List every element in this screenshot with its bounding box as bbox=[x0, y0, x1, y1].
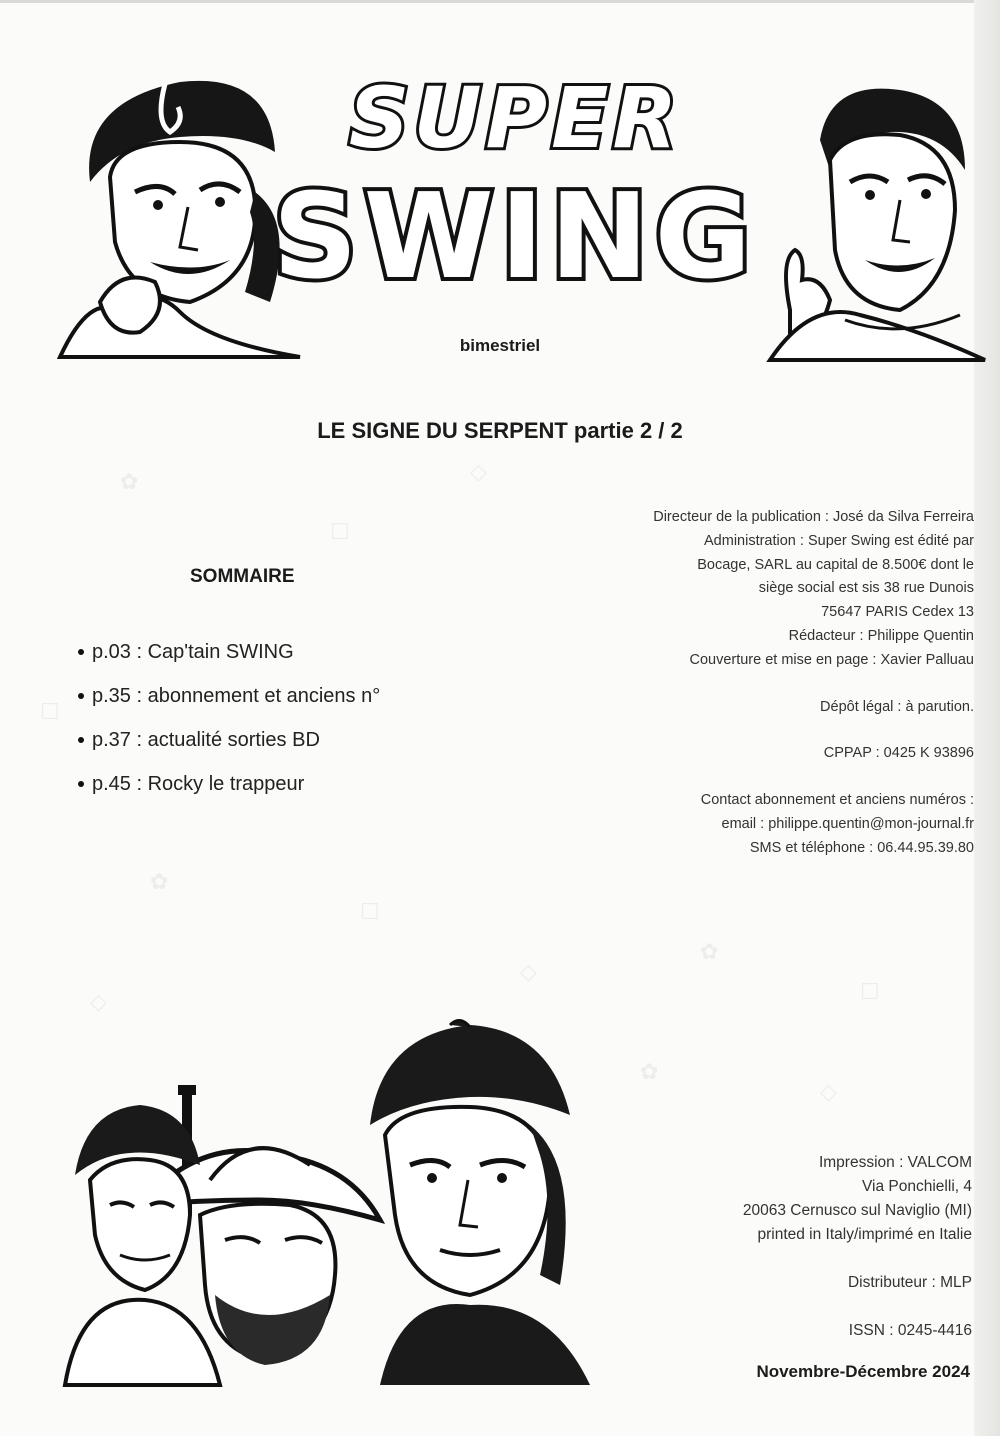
printer-line: Impression : VALCOM bbox=[818, 1154, 972, 1171]
distributor: Distributeur : MLP bbox=[847, 1274, 972, 1291]
legal-deposit: Dépôt légal : à parution. bbox=[820, 698, 974, 715]
masthead-credits bbox=[514, 506, 974, 861]
credit-line: Directeur de la publication : José da Silva Ferreira bbox=[653, 509, 974, 525]
logo-super: SUPER bbox=[348, 69, 682, 167]
swing-character-illustration bbox=[750, 60, 985, 360]
credit-line: 75647 PARIS Cedex 13 bbox=[821, 604, 974, 621]
summary-item-label: p.45 : Rocky le trappeur bbox=[92, 773, 305, 795]
bullet-icon bbox=[78, 649, 84, 655]
summary-item bbox=[78, 770, 380, 814]
page-edge bbox=[0, 0, 1000, 3]
issn: ISSN : 0245-4416 bbox=[848, 1322, 972, 1339]
printing-info bbox=[572, 1151, 972, 1343]
bullet-icon bbox=[78, 737, 84, 743]
summary-item-label: p.03 : Cap'tain SWING bbox=[92, 641, 294, 663]
credit-line: Bocage, SARL au capital de 8.500€ dont le bbox=[697, 556, 974, 573]
printer-line: Via Ponchielli, 4 bbox=[861, 1178, 972, 1195]
cppap-number: CPPAP : 0425 K 93896 bbox=[823, 745, 974, 762]
bullet-icon bbox=[78, 693, 84, 699]
contact-phone: SMS et téléphone : 06.44.95.39.80 bbox=[749, 839, 974, 856]
logo-swing: SWING bbox=[272, 167, 758, 305]
summary-item-label: p.35 : abonnement et anciens n° bbox=[92, 685, 381, 707]
credit-line: Administration : Super Swing est édité par bbox=[704, 532, 974, 549]
credit-line: siège social est sis 38 rue Dunois bbox=[758, 580, 974, 597]
printer-line: 20063 Cernusco sul Naviglio (MI) bbox=[742, 1202, 972, 1219]
bullet-icon bbox=[78, 781, 84, 787]
summary-item-label: p.37 : actualité sorties BD bbox=[92, 729, 320, 751]
contact-heading: Contact abonnement et anciens numéros : bbox=[700, 792, 974, 809]
summary-item bbox=[78, 726, 380, 770]
issue-date: Novembre-Décembre 2024 bbox=[756, 1362, 970, 1381]
credit-line: Couverture et mise en page : Xavier Palluau bbox=[689, 651, 974, 668]
summary-list bbox=[78, 638, 380, 814]
story-title: LE SIGNE DU SERPENT partie 2 / 2 bbox=[317, 418, 683, 443]
credit-line: Rédacteur : Philippe Quentin bbox=[788, 627, 974, 644]
super-swing-logo bbox=[272, 55, 758, 315]
summary-item bbox=[78, 638, 380, 682]
summary-item bbox=[78, 682, 380, 726]
printer-line: printed in Italy/imprimé en Italie bbox=[757, 1226, 972, 1243]
publication-frequency: bimestriel bbox=[459, 336, 541, 355]
contact-email: email : philippe.quentin@mon-journal.fr bbox=[721, 815, 974, 832]
summary-heading: SOMMAIRE bbox=[190, 566, 295, 587]
characters-group-illustration bbox=[50, 1015, 610, 1385]
